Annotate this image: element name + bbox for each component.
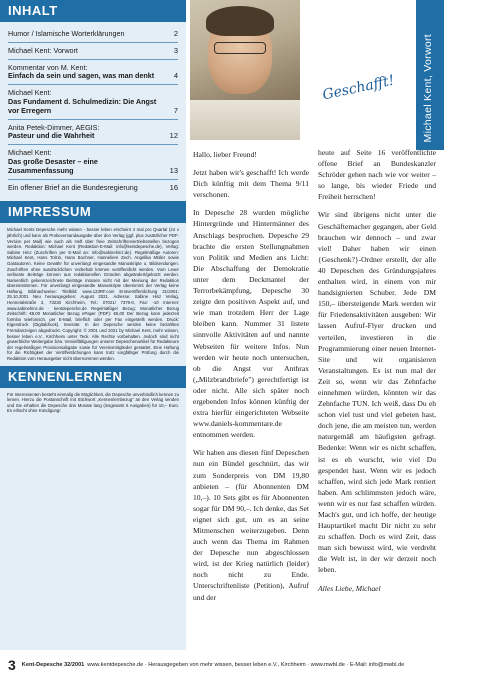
toc-title: Pasteur und die Wahrheit (8, 131, 95, 141)
photo-hair (206, 6, 274, 36)
toc-item[interactable] (8, 26, 178, 43)
table-of-contents (0, 22, 186, 195)
toc-item[interactable] (8, 43, 178, 60)
toc-page: 13 (169, 165, 178, 175)
toc-page: 2 (173, 29, 178, 38)
toc-title: Das Fundament d. Schulmedizin: Die Angst vor Erregern (8, 96, 157, 115)
toc-page: 3 (173, 45, 178, 55)
footer-text: www.kentdepesche.de · Herausgegeben von mehr wissen, besser leben e.V., Kirchheim · www.mwbl.de · E-Mail: info@mwbl.de (87, 662, 405, 668)
handwritten-title: Geschafft! (321, 72, 396, 104)
toc-author: Michael Kent: (8, 148, 52, 158)
photo-shirt (190, 100, 300, 140)
toc-page: 7 (173, 105, 178, 115)
toc-item[interactable] (8, 180, 178, 196)
toc-title: Humor / Islamische Worterklärungen (8, 29, 125, 38)
paragraph: Hallo, lieber Freund! (193, 150, 257, 159)
impressum-text: Michael Kents Depesche mehr wissen - besser leben erscheint 4 mal pro Quartal (24 x jährlich) und kann als Probeversandausgabe über den Verlag (ggf. plus zusätzlicher PDF-Version per Mail) wie auch als Heft über freie Zeitschriftenvertriebsstellen bezogen werden. Redaktion: Michael Kent (Redaktion-E-Mail: info@kentdepesche.de), Verlag: Sabine Hinz (Zuschriften per E-Mail an: info@sabinehinz.de). Regelmäßige Autoren: Michael Kent, Hans Tolzin, Hans Bochner, Hanneliere Zech, Angelika Müller sowie Gastautoren. Keine Gewähr für unverlangt eingesandte Manuskripte u. Bildsendungen. Zuschriften ohne ausdrücklichen Vorbehalt können veröffentlicht werden. Vom Leser verfasste Beiträge können aus redaktionellen Gründen abgeändert/gekürzt werden. Namentlich gekennzeichnete Beiträge müssen nicht mit der Meinung der Redaktion übereinstimmen. Für unverlangt eingesandte Manuskripte übernimmt der Verlag keine Haftung. Bildnachweise: Titelbild: www.123RF.com Erstveröffentlichung 31/2001: 25.10.2001 Neu herausgegeben: August 2021. Adresse: Sabine Hinz Verlag, Hennetalstraße 3, 73230 Kirchheim, Tel.: 07021/ 7376-0, Fax: -10 Internet: www.sabinehinz.de · kentdepesche.de Regelmäßiger Bezug: Monatlicher Bezug Zeitschrift: €8,00 Monatlicher Bezug ePaper (PDF): €6,00 Der Bezug kann jederzeit formlos telefonisch, per E-Mail, brieflich oder per Fax eingestellt werden. Druck: Eigendruck (Digitaldruck). Inserate: In der Depesche werden keine bezahlten Fremdanzeigen abgedruckt. Copyright: © 2001 und 2021 by Michael Kent, mehr wissen, besser leben e.V., Kirchheim unter Teck. Alle Rechte vorbehalten. Jedoch sind nicht gewerbliche Weitergabe bzw. Vervielfältigungen unserer Depeschenartikel für Redakteure der regelmäßigen Provisionsabgabe sowie für Vereinsmitglieder gestattet. Eine Haftung für die Richtigkeit der Veröffentlichungen kann trotz sorgfältiger Prüfung durch die Redaktion vom Herausgeber nicht übernommen werden. (7, 227, 179, 362)
toc-author: Kommentar von M. Kent: (8, 62, 88, 72)
paragraph: In Depesche 28 wurden mögliche Hintergründe und Hintermänner des Anschlags besprochen. Depesche 29 brachte die ersten Stellungnahmen von Politik und Medien ans Licht: Die Abschaffung der Demokratie unter dem Deckmantel der Terrorbekämpfung, Depesche 30 zeigte den positiven Aspekt auf, und wie man trotzdem Herr der Lage bleiben kann. Nummer 31 listete sinnvolle Aktivitäten auf und nannte Webseiten für weitere Infos. Nun werden wir heute noch untersuchen, ob die Angst vor Anthrax („Milzbrandbriefe") gerechtfertigt ist oder nicht. Alle sich später noch ergebenden Infos können künftig der extra hierfür eingerichteten Webseite www.daniels-kommentare.de entnommen werden. (193, 208, 309, 440)
toc-title: Einfach da sein und sagen, was man denkt (8, 71, 155, 81)
toc-title: Ein offener Brief an die Bundesregierung (8, 182, 138, 192)
author-photo (190, 0, 300, 140)
paragraph: Wir haben aus diesen fünf Depeschen nun ein Bündel geschnürt, das wir zum Sonderpreis von DM 19,80 anbieten – (für Abonnenten DM 10,–). 10 Sets gibt es für Abonnenten sogar für DM 90,–. Ich denke, das Set eignet sich gut, um es an seine Mitmenschen weiterzugeben. Denn auch wenn das Thema im Rahmen der Depesche nun abgeschlossen wird, ist der Krieg natürlich (leider) noch nicht zu Ende. Unterschriftenliste (Petition), Aufruf und der (193, 448, 309, 602)
paragraph: heute auf Seite 16 veröffentlichte offene Brief an Bundeskanzler Schröder gehen nach wie vor weiter – so lange, bis wieder Friede und Freiheit herrschen! (318, 148, 436, 202)
kennenlernen-heading: KENNENLERNEN (0, 366, 186, 388)
toc-title: Michael Kent: Vorwort (8, 45, 78, 55)
page-number: 3 (8, 657, 16, 673)
section-band (416, 0, 444, 150)
sidebar (0, 0, 186, 650)
toc-author: Michael Kent: (8, 88, 52, 98)
toc-page: 12 (169, 131, 178, 141)
issue-label: Kent-Depesche 32/2001 (21, 662, 85, 668)
paragraph: Wir sind übrigens nicht unter die Geschäftemacher gegangen, aber Geld brauchen wir dennoch – und zwar viel! Daher haben wir einen {Geschenk?}-Ordner erstellt, der alle 40 Depeschen des Gründungsjahres enthalten wird, in einem von mir handsignierten Schuber. Jede DM 150,– übersteigende Mark werden wir für Friedensaktivitäten ausgeben: Wir lassen Aufruf-Flyer drucken und verteilen, investieren in die Programmierung einer neuen Internet-Site und wir organisieren Veranstaltungen. Es ist nun mal der Zeit so, wenn wir das Zehnfache einnehmen würden, könnten wir das Zehnfache TUN. Ich weiß, dass Du eh schon viel tust und viel gebeten hast, doch jene, die am meisten tun, werden naturgemäß am häufigsten gefragt. Bedenke: Wenn wir es nicht schaffen, ist es eh wurscht, wie viel Du gespendet hast. Wenn wir es jedoch schaffen, wird sich jede Mark rentiert haben. Am schlimmsten jedoch wäre, wenn wir es nur fast schaffen würden. Mach's gut, und ich hoffe, der heutige Hauptartikel macht Dir nicht zu sehr zu schaffen. Doch es wird Zeit, dass man sich bewusst wird, wie verdreht die Welt ist, in der wir derzeit noch leben. (318, 210, 436, 575)
signature: Alles Liebe, Michael (318, 583, 381, 593)
photo-glasses (214, 42, 266, 54)
toc-author: Anita Petek-Dimmer, AEGIS: (8, 122, 100, 132)
text-column-2 (318, 147, 436, 601)
toc-title: Das große Desaster – eine Zusammenfassung (8, 156, 98, 175)
toc-item[interactable] (8, 145, 178, 179)
kennenlernen-text: Für Interessenten besteht einmalig die Möglichkeit, die Depesche unverbindlich kennen zu lernen. Hierzu die Postanschrift mit Stichwort „Kennenlernbezug" an den Verlag senden und Sie erhalten die Depesche drei Monate lang (insgesamt 6 Ausgaben) für 10,– Euro. Es erlischt ohne Kündigung! (7, 391, 179, 414)
inhalt-heading: INHALT (0, 0, 186, 22)
toc-page: 4 (173, 71, 178, 81)
section-label: Michael Kent, Vorwort (422, 33, 434, 142)
impressum-heading: IMPRESSUM (0, 201, 186, 223)
toc-item[interactable] (8, 85, 178, 119)
page-footer (0, 652, 480, 678)
text-column-1 (193, 149, 309, 610)
toc-item[interactable] (8, 60, 178, 86)
toc-item[interactable] (8, 120, 178, 146)
toc-page: 16 (169, 182, 178, 192)
paragraph: Jetzt haben wir's geschafft! Ich werde Dich künftig mit dem Thema 9/11 verschonen. (193, 168, 309, 200)
